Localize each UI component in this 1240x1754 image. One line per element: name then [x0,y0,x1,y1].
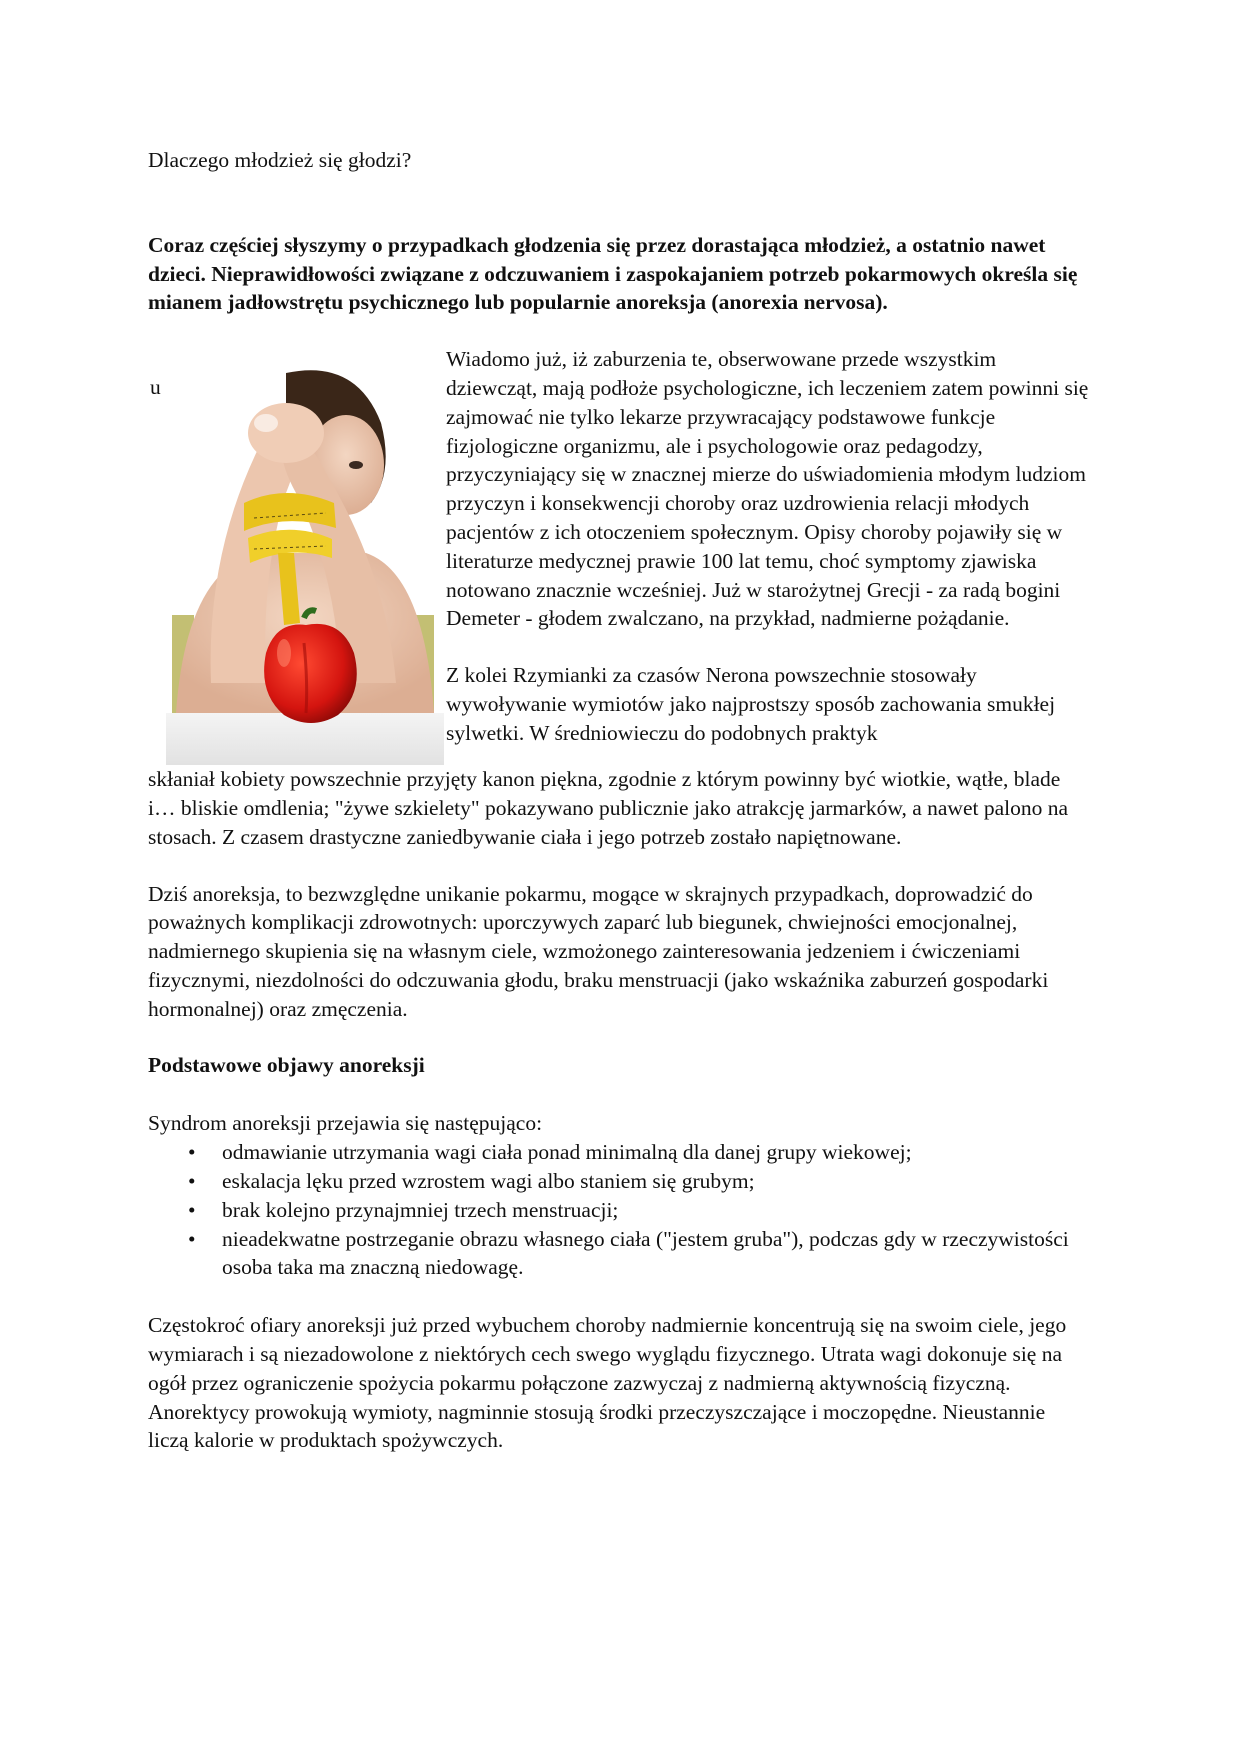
text-column [446,345,1090,747]
symptom-list [148,1138,1090,1282]
paragraph-wiadomo: Wiadomo już, iż zaburzenia te, obserwowane przede wszystkim dziewcząt, mają podłoże psychologiczne, ich leczeniem zatem powinni się zajmować nie tylko lekarze przywracający podstawowe funkcje fizjologiczne organizmu, ale i psychologowie oraz pedagodzy, przyczyniający się w znacznej mierze do uświadomienia młodym ludziom przyczyn i konsekwencji choroby oraz uzdrowienia relacji młodych pacjentów z ich otoczeniem społecznym. Opisy choroby pojawiły się w literaturze medycznej prawie 100 lat temu, choć symptomy zjawiska notowano znacznie wcześniej. Już w starożytnej Grecji - za radą bogini Demeter - głodem zwalczano, na przykład, nadmierne pożądanie. [446,347,1089,631]
document-title: Dlaczego młodzież się głodzi? [148,148,412,172]
bullet-icon: • [188,1168,196,1193]
paragraph-dzis: Dziś anoreksja, to bezwzględne unikanie pokarmu, mogące w skrajnych przypadkach, doprowadzić do poważnych komplikacji zdrowotnych: uporczywych zaparć lub biegunek, chwiejności emocjonalnej, nadmiernego skupienia się na własnym ciele, wzmożonego zainteresowania jedzeniem i ćwiczeniami fizycznymi, niezdolności do odczuwania głodu, braku menstruacji (jako wskaźnika zaburzeń gospodarki hormonalnej) oraz zmęczenia. [148,881,1049,1021]
bullet-icon: • [188,1226,196,1251]
list-item [148,1225,1090,1283]
intro-paragraph: Coraz częściej słyszymy o przypadkach głodzenia się przez dorastająca młodzież, a ostatnio nawet dzieci. Nieprawidłowości związane z odczuwaniem i zaspokajaniem potrzeb pokarmowych określa się mianem jadłowstrętu psychicznego lub popularnie anoreksja (anorexia nervosa). [148,232,1078,315]
list-item-text: eskalacja lęku przed wzrostem wagi albo staniem się grubym; [222,1168,755,1193]
list-intro: Syndrom anoreksji przejawia się następująco: [148,1111,543,1136]
document-body [148,146,1090,1455]
list-item-text: brak kolejno przynajmniej trzech menstruacji; [222,1197,619,1222]
list-item [148,1138,1090,1167]
list-item-text: odmawianie utrzymania wagi ciała ponad minimalną dla danej grupy wiekowej; [222,1140,912,1165]
paragraph-rzymianki-continued: skłaniał kobiety powszechnie przyjęty kanon piękna, zgodnie z którym powinny być wiotkie, wątłe, blade i… bliskie omdlenia; "żywe szkielety" pokazywano publicznie jako atrakcję jarmarków, a nawet palono na stosach. Z czasem drastyczne zaniedbywanie ciała i jego potrzeb zostało napiętnowane. [148,767,1069,849]
list-item-text: nieadekwatne postrzeganie obrazu własnego ciała ("jestem gruba"), podczas gdy w rzeczywistości osoba taka ma znaczną niedowagę. [222,1226,1069,1280]
figure-block [148,345,1090,851]
paragraph-rzymianki-start: Z kolei Rzymianki za czasów Nerona powszechnie stosowały wywoływanie wymiotów jako najprostszy sposób zachowania smukłej sylwetki. W średniowieczu do podobnych praktyk [446,663,1056,745]
section-heading: Podstawowe objawy anoreksji [148,1052,425,1077]
bullet-icon: • [188,1140,196,1165]
stray-character: u [150,375,161,400]
anorexia-photo [166,353,444,765]
person-bound-wrists-icon [166,353,444,765]
list-item [148,1196,1090,1225]
list-item [148,1167,1090,1196]
paragraph-czestokroc: Częstokroć ofiary anoreksji już przed wybuchem choroby nadmiernie koncentrują się na swoim ciele, jego wymiarach i są niezadowolone z niektórych cech swego wyglądu fizycznego. Utrata wagi dokonuje się na ogół przez ograniczenie spożycia pokarmu połączone zazwyczaj z nadmierną aktywnością fizyczną. Anorektycy prowokują wymioty, nagminnie stosują środki przeczyszczające i moczopędne. Nieustannie liczą kalorie w produktach spożywczych. [148,1313,1067,1453]
bullet-icon: • [188,1197,196,1222]
